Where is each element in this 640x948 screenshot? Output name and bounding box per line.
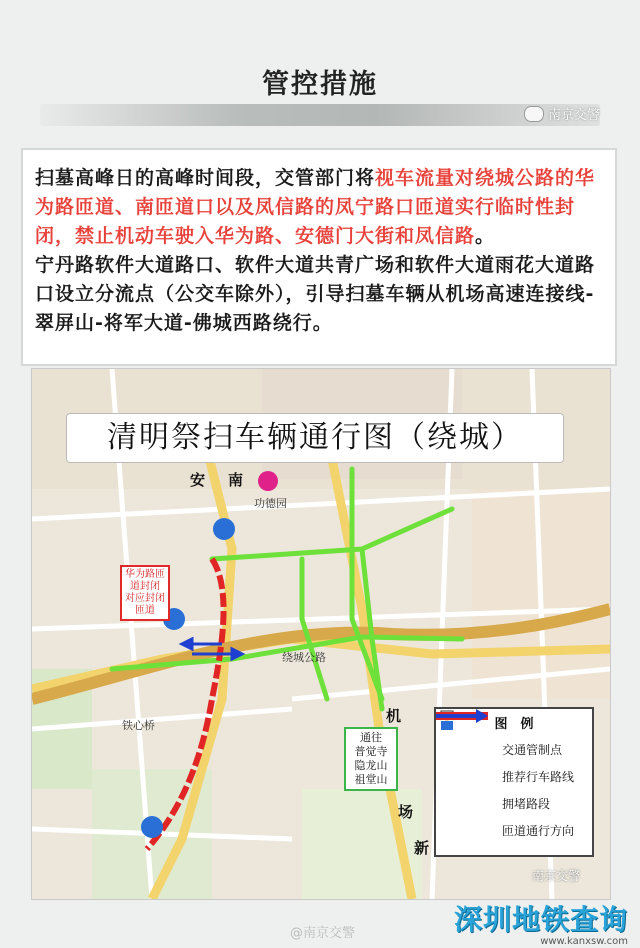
brand-url: www.kanxsw.com [540, 936, 628, 947]
map-title: 清明祭扫车辆通行图（绕城） [66, 413, 564, 463]
brand-logo [454, 898, 628, 947]
legend-label-control: 交通管制点 [502, 743, 563, 757]
park-label: 功德园 [254, 497, 287, 510]
header-watermark [524, 104, 600, 123]
traffic-map [31, 368, 611, 900]
title-underline-bar [40, 104, 600, 126]
destination-line-1: 通往 [360, 731, 382, 744]
legend-label-ramp: 匝道通行方向 [502, 824, 575, 838]
header [0, 0, 640, 140]
park-marker [258, 471, 278, 491]
destination-box [344, 727, 398, 791]
police-icon [442, 739, 498, 761]
map-label-xin: 新 [414, 839, 430, 857]
wechat-icon [524, 106, 544, 122]
legend-title: 图 例 [494, 717, 534, 732]
legend-label-congestion: 拥堵路段 [502, 797, 551, 811]
legend-row-congestion [442, 790, 586, 817]
green-arrow-icon [442, 766, 498, 788]
ramp-closed-text: 华为路匝道封闭 [125, 569, 165, 592]
legend-row-control [442, 736, 586, 763]
destination-line-4: 祖堂山 [354, 773, 388, 786]
map-watermark: 南京交警 [531, 869, 580, 883]
notice-text-1-highlight: 视车流量对绕城公路的华为路匝道、南匝道口以及凤信路的凤宁路口匝道实行临时性封闭，禁止机动车驶入华为路、安德门大街和凤信路 [35, 167, 596, 247]
weibo-watermark: @南京交警 [290, 926, 356, 941]
blue-arrow-icon [442, 820, 498, 842]
notice-text-1b: 。 [475, 225, 496, 247]
brand-name: 深圳地铁查询 [453, 903, 628, 936]
red-bar-icon [442, 793, 498, 815]
destination-line-2: 普觉寺 [354, 745, 388, 758]
map-label-ring: 绕城公路 [282, 651, 326, 664]
map-label-chang: 场 [398, 803, 414, 821]
notice-box [21, 148, 617, 366]
notice-text-1a: 扫墓高峰日的高峰时间段，交管部门将 [35, 167, 376, 189]
map-label-an: 安 [190, 471, 206, 489]
notice-text-2: 宁丹路软件大道路口、软件大道共青广场和软件大道雨花大道路口设立分流点（公交车除外），引导扫墓车辆从机场高速连接线-翠屏山-将军大道-佛城西路绕行。 [35, 254, 596, 334]
ramp-closed-subtext: 对应封闭匝道 [125, 593, 165, 616]
destination-line-3: 隐龙山 [354, 759, 388, 772]
map-label-nan: 南 [228, 471, 244, 489]
legend-row-route [442, 763, 586, 790]
ramp-closed-label [120, 565, 170, 621]
header-watermark-text: 南京交警 [547, 108, 600, 123]
map-legend [434, 707, 594, 857]
page-title: 管控措施 [262, 69, 378, 100]
legend-label-route: 推荐行车路线 [502, 770, 575, 784]
map-label-tiexin: 铁心桥 [122, 719, 155, 732]
map-label-ji: 机 [386, 707, 402, 725]
legend-row-ramp [442, 817, 586, 844]
